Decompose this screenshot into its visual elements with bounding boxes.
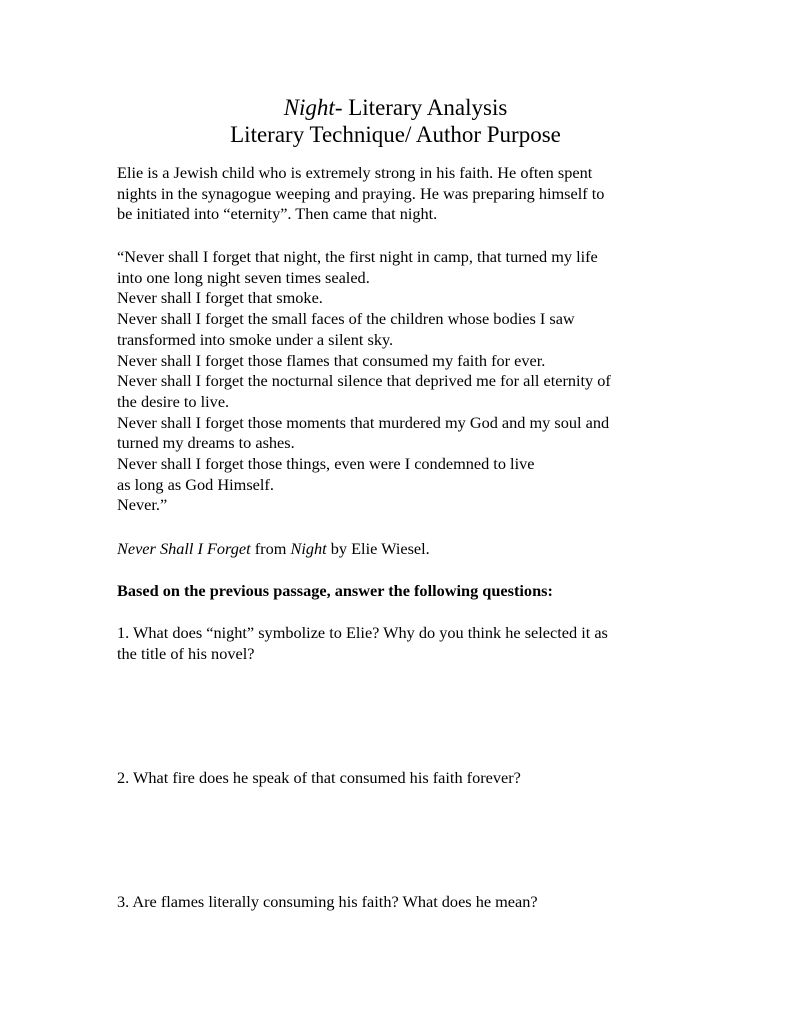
- poem-line: Never shall I forget that smoke.: [117, 288, 323, 308]
- poem-passage: [117, 247, 677, 516]
- question-3: [117, 892, 677, 913]
- poem-line: Never.”: [117, 495, 168, 515]
- citation-from: from: [250, 539, 291, 558]
- poem-line: Never shall I forget the nocturnal silence that deprived me for all eternity of: [117, 371, 611, 391]
- intro-line: be initiated into “eternity”. Then came that night.: [117, 204, 438, 224]
- title-line-1-rest: - Literary Analysis: [334, 95, 508, 120]
- poem-line: “Never shall I forget that night, the first night in camp, that turned my life: [117, 247, 598, 266]
- poem-line: transformed into smoke under a silent sky.: [117, 329, 394, 349]
- title-book-name: Night: [283, 95, 335, 120]
- title-line-1: [0, 94, 791, 121]
- citation: [117, 539, 677, 560]
- intro-line: nights in the synagogue weeping and praying. He was preparing himself to: [117, 183, 605, 203]
- citation-work-title: Never Shall I Forget: [117, 539, 251, 558]
- poem-line: Never shall I forget those flames that consumed my faith for ever.: [117, 350, 546, 370]
- poem-line: turned my dreams to ashes.: [117, 433, 295, 453]
- citation-author: by Elie Wiesel.: [326, 539, 430, 558]
- poem-line: Never shall I forget those things, even were I condemned to live: [117, 454, 535, 474]
- poem-line: Never shall I forget the small faces of the children whose bodies I saw: [117, 309, 575, 329]
- intro-paragraph: [117, 163, 677, 225]
- question-line: 1. What does “night” symbolize to Elie? Why do you think he selected it as: [117, 623, 608, 642]
- instructions-text: Based on the previous passage, answer the following questions:: [117, 581, 553, 600]
- question-line: 3. Are flames literally consuming his faith? What does he mean?: [117, 892, 538, 911]
- poem-line: into one long night seven times sealed.: [117, 267, 370, 287]
- poem-line: Never shall I forget those moments that murdered my God and my soul and: [117, 412, 610, 432]
- title-line-2: Literary Technique/ Author Purpose: [230, 122, 561, 147]
- document-title: [0, 94, 791, 148]
- question-line: 2. What fire does he speak of that consumed his faith forever?: [117, 768, 521, 787]
- question-1: [117, 623, 677, 664]
- poem-line: as long as God Himself.: [117, 474, 274, 494]
- question-line: the title of his novel?: [117, 643, 255, 663]
- citation-line: [117, 539, 677, 560]
- instructions-heading: [117, 581, 677, 602]
- citation-book-title: Night: [290, 539, 327, 558]
- intro-line: Elie is a Jewish child who is extremely strong in his faith. He often spent: [117, 163, 593, 182]
- question-2: [117, 768, 677, 789]
- poem-line: the desire to live.: [117, 391, 230, 411]
